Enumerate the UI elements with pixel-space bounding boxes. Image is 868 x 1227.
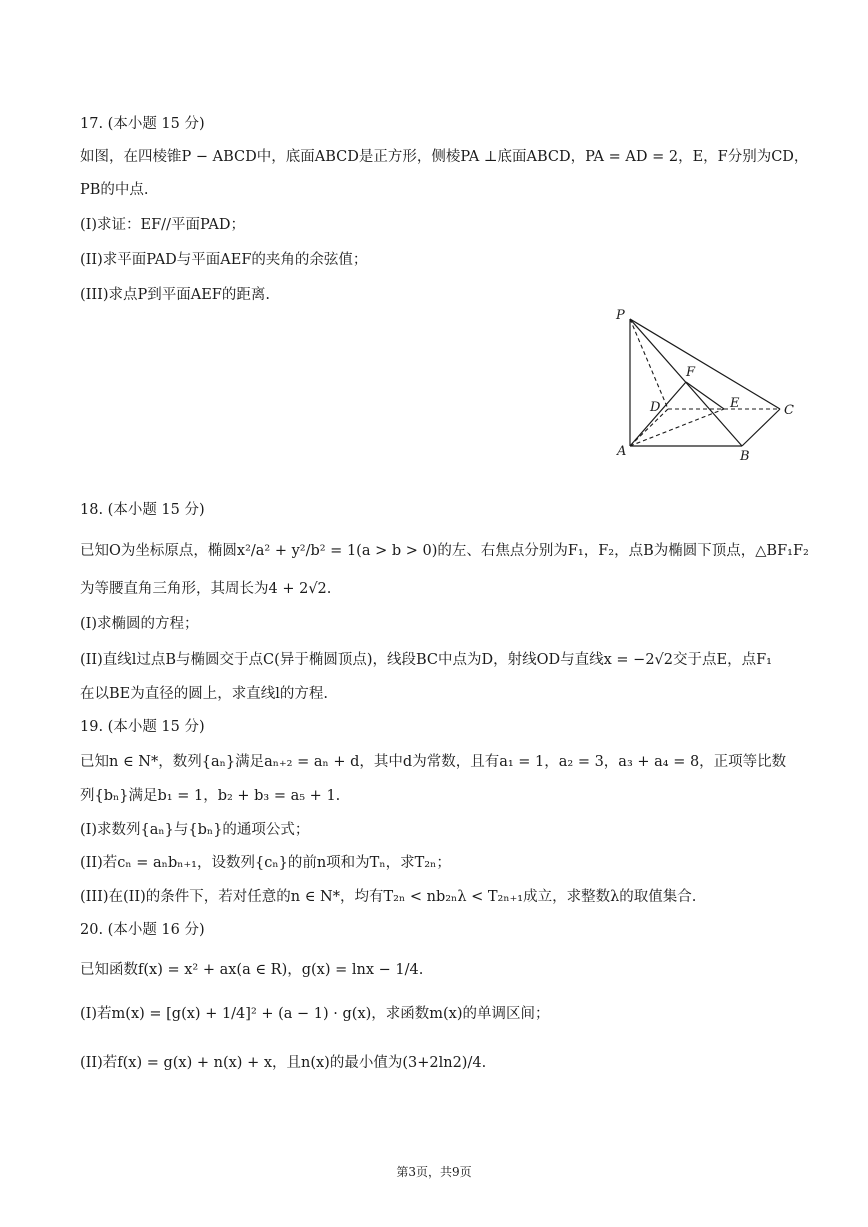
label-F: F [686, 365, 696, 380]
label-A: A [617, 444, 627, 459]
problem-19-stem-line1: 已知n ∈ N*，数列{aₙ}满足aₙ₊₂ = aₙ + d，其中d为常数，且有a₁ = 1，a₂ = 3，a₃ + a₄ = 8，正项等比数 [80, 754, 787, 770]
label-P: P [616, 308, 625, 323]
problem-17-part1: (I)求证：EF//平面PAD； [80, 217, 245, 233]
problem-17-part2: (II)求平面PAD与平面AEF的夹角的余弦值； [80, 252, 368, 268]
label-B: B [740, 449, 750, 463]
problem-19-stem-line2: 列{bₙ}满足b₁ = 1，b₂ + b₃ = a₅ + 1. [80, 788, 341, 804]
problem-17-heading: 17. (本小题 15 分) [80, 116, 205, 132]
problem-19-part1: (I)求数列{aₙ}与{bₙ}的通项公式； [80, 822, 310, 838]
pyramid-figure [612, 303, 802, 463]
label-D: D [650, 400, 661, 415]
problem-17-stem-line1: 如图，在四棱锥P − ABCD中，底面ABCD是正方形，侧棱PA ⊥底面ABCD，PA = AD = 2，E，F分别为CD， [80, 149, 809, 165]
problem-20-stem: 已知函数f(x) = x² + ax(a ∈ R)，g(x) = lnx − 1/4. [80, 962, 424, 978]
problem-20-heading: 20. (本小题 16 分) [80, 922, 205, 938]
edge-BC [742, 409, 780, 446]
problem-19-part2: (II)若cₙ = aₙbₙ₊₁，设数列{cₙ}的前n项和为Tₙ，求T₂ₙ； [80, 855, 451, 871]
problem-18-part2-line2: 在以BE为直径的圆上，求直线l的方程. [80, 686, 328, 702]
problem-20-part2: (II)若f(x) = g(x) + n(x) + x，且n(x)的最小值为(3+2ln2)/4. [80, 1055, 487, 1071]
problem-18-part1: (I)求椭圆的方程； [80, 616, 199, 632]
problem-19-heading: 19. (本小题 15 分) [80, 719, 205, 735]
label-C: C [784, 403, 794, 418]
problem-18-part2-line1: (II)直线l过点B与椭圆交于点C(异于椭圆顶点)，线段BC中点为D，射线OD与直线x = −2√2交于点E，点F₁ [80, 652, 772, 668]
edge-AD-hidden [630, 409, 668, 446]
edge-PD-hidden [630, 319, 668, 409]
problem-18-stem-line1: 已知O为坐标原点，椭圆x²/a² + y²/b² = 1(a > b > 0)的左、右焦点分别为F₁，F₂，点B为椭圆下顶点，△BF₁F₂ [80, 543, 809, 559]
problem-20-part1: (I)若m(x) = [g(x) + 1/4]² + (a − 1) · g(x)，求函数m(x)的单调区间； [80, 1006, 550, 1022]
page-number-footer: 第3页，共9页 [396, 1165, 472, 1179]
problem-18-heading: 18. (本小题 15 分) [80, 502, 205, 518]
problem-17-part3: (III)求点P到平面AEF的距离. [80, 287, 270, 303]
problem-18-stem-line2: 为等腰直角三角形，其周长为4 + 2√2. [80, 581, 332, 597]
segment-AE-hidden [630, 409, 724, 446]
problem-17-stem-line2: PB的中点. [80, 182, 149, 198]
problem-19-part3: (III)在(II)的条件下，若对任意的n ∈ N*，均有T₂ₙ < nb₂ₙλ < T₂ₙ₊₁成立，求整数λ的取值集合. [80, 889, 697, 905]
label-E: E [730, 396, 740, 411]
